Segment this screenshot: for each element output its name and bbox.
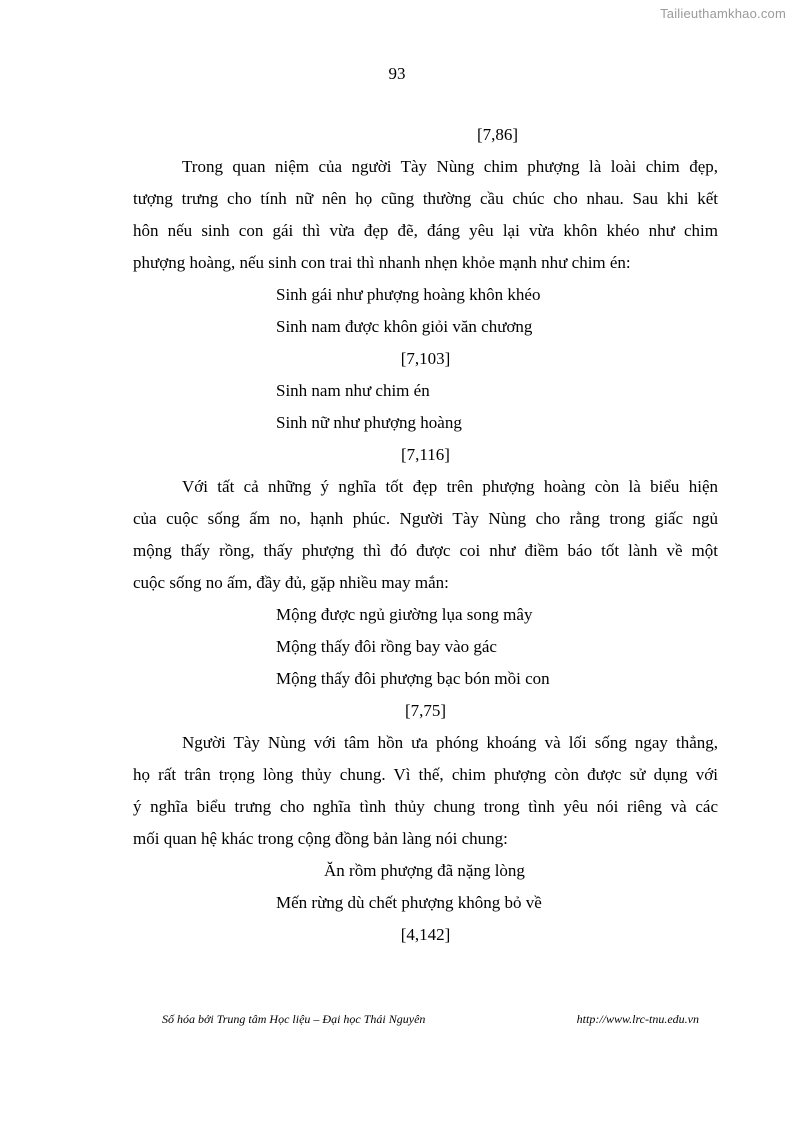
- paragraph-line: Với tất cả những ý nghĩa tốt đẹp trên phượng hoàng còn là biểu hiện: [182, 477, 718, 496]
- paragraph-line: ý nghĩa biểu trưng cho nghĩa tình thủy chung trong tình yêu nói riêng và các: [133, 797, 718, 816]
- verse-line: Mến rừng dù chết phượng không bỏ về: [276, 893, 542, 912]
- verse-block: [133, 279, 718, 343]
- page-number: 93: [388, 64, 406, 83]
- verse-block: [133, 599, 718, 695]
- citation: [4,142]: [400, 925, 451, 944]
- paragraph-line: hôn nếu sinh con gái thì vừa đẹp đẽ, đáng yêu lại vừa khôn khéo như chim: [133, 221, 718, 240]
- paragraph: [133, 151, 718, 279]
- verse-line: Sinh gái như phượng hoàng khôn khéo: [276, 285, 541, 304]
- verse-line: Sinh nam như chim én: [276, 381, 430, 400]
- citation: [7,116]: [401, 445, 450, 464]
- paragraph-line: mộng thấy rồng, thấy phượng thì đó được coi như điềm báo tốt lành về một: [133, 541, 718, 560]
- footer-source: Số hóa bởi Trung tâm Học liệu – Đại học Thái Nguyên: [162, 1012, 426, 1026]
- verse-block: [133, 855, 718, 919]
- paragraph-line: cuộc sống no ấm, đầy đủ, gặp nhiều may mắn:: [133, 573, 449, 592]
- page-footer: [162, 1012, 699, 1027]
- verse-line: Mộng được ngủ giường lụa song mây: [276, 605, 533, 624]
- page-body: [133, 119, 718, 951]
- paragraph-line: Trong quan niệm của người Tày Nùng chim phượng là loài chim đẹp,: [182, 157, 718, 176]
- paragraph: [133, 471, 718, 599]
- paragraph-line: tượng trưng cho tính nữ nên họ cũng thường cầu chúc cho nhau. Sau khi kết: [133, 189, 718, 208]
- verse-line: Ăn rồm phượng đã nặng lòng: [324, 861, 525, 880]
- verse-line: Mộng thấy đôi phượng bạc bón mồi con: [276, 669, 550, 688]
- paragraph-line: phượng hoàng, nếu sinh con trai thì nhanh nhẹn khỏe mạnh như chim én:: [133, 253, 631, 272]
- paragraph-line: của cuộc sống ấm no, hạnh phúc. Người Tày Nùng cho rằng trong giấc ngủ: [133, 509, 718, 528]
- verse-line: Sinh nữ như phượng hoàng: [276, 413, 462, 432]
- paragraph-line: họ rất trân trọng lòng thủy chung. Vì thế, chim phượng còn được sử dụng với: [133, 765, 718, 784]
- paragraph-line: Người Tày Nùng với tâm hồn ưa phóng khoáng và lối sống ngay thẳng,: [182, 733, 718, 752]
- paragraph-line: mối quan hệ khác trong cộng đồng bản làng nói chung:: [133, 829, 508, 848]
- watermark-text: Tailieuthamkhao.com: [660, 6, 786, 21]
- citation: [7,86]: [476, 125, 519, 144]
- paragraph: [133, 727, 718, 855]
- citation: [7,103]: [400, 349, 451, 368]
- footer-url: http://www.lrc-tnu.edu.vn: [576, 1012, 699, 1026]
- verse-line: Sinh nam được khôn giỏi văn chương: [276, 317, 533, 336]
- citation: [7,75]: [404, 701, 447, 720]
- verse-block: [133, 375, 718, 439]
- verse-line: Mộng thấy đôi rồng bay vào gác: [276, 637, 497, 656]
